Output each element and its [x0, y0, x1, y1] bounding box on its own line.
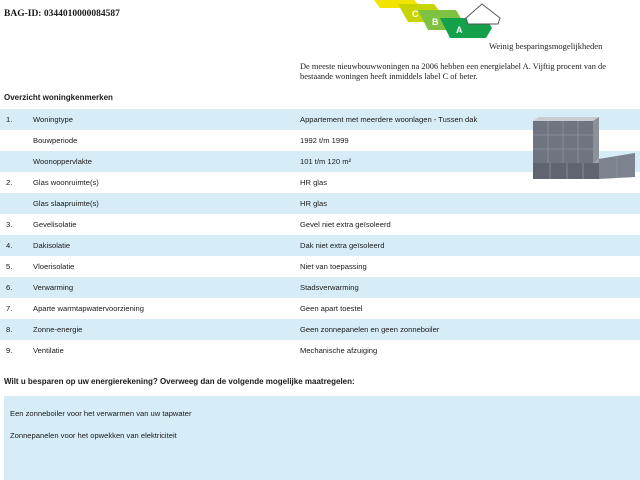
row-value: 101 t/m 120 m² [300, 157, 352, 166]
row-label: Zonne-energie [33, 325, 83, 334]
row-label: Aparte warmtapwatervoorziening [33, 304, 145, 313]
savings-caption: Weinig besparingsmogelijkheden [489, 41, 603, 51]
energy-label-graphic [374, 0, 514, 40]
row-value: HR glas [300, 199, 328, 208]
table-row [0, 277, 640, 298]
table-row [0, 214, 640, 235]
row-number: 5. [6, 262, 13, 271]
row-number: 7. [6, 304, 13, 313]
row-value: Geen zonnepanelen en geen zonneboiler [300, 325, 440, 334]
row-value: Appartement met meerdere woonlagen - Tussen dak [300, 115, 478, 124]
row-label: Gevelisolatie [33, 220, 77, 229]
row-number: 1. [6, 115, 13, 124]
row-value: Geen apart toestel [300, 304, 363, 313]
label-letter-b: B [432, 17, 439, 27]
row-value: Niet van toepassing [300, 262, 367, 271]
row-label: Woonoppervlakte [33, 157, 92, 166]
row-label: Vloerisolatie [33, 262, 75, 271]
house-icon [466, 4, 500, 24]
row-label: Glas slaapruimte(s) [33, 199, 99, 208]
table-row [0, 193, 640, 214]
table-row [0, 256, 640, 277]
intro-text: De meeste nieuwbouwwoningen na 2006 hebben een energielabel A. Vijftig procent van de bestaande woningen heeft inmiddels label C of beter. [300, 62, 606, 81]
row-value: Dak niet extra geïsoleerd [300, 241, 385, 250]
apartment-building-illustration [531, 117, 637, 181]
measure-item: Een zonneboiler voor het verwarmen van uw tapwater [10, 409, 192, 418]
row-label: Dakisolatie [33, 241, 71, 250]
row-number: 6. [6, 283, 13, 292]
row-value: 1992 t/m 1999 [300, 136, 349, 145]
label-letter-c: C [412, 9, 419, 19]
row-label: Verwarming [33, 283, 74, 292]
row-value: Stadsverwarming [300, 283, 359, 292]
row-value: HR glas [300, 178, 328, 187]
measures-box [4, 396, 640, 480]
measure-item: Zonnepanelen voor het opwekken van elektriciteit [10, 431, 177, 440]
table-row [0, 235, 640, 256]
row-number: 3. [6, 220, 13, 229]
measures-question: Wilt u besparen op uw energierekening? Overweeg dan de volgende mogelijke maatregelen: [4, 377, 355, 386]
label-letter-a: A [456, 25, 463, 35]
row-label: Bouwperiode [33, 136, 78, 145]
table-row [0, 319, 640, 340]
row-number: 4. [6, 241, 13, 250]
row-label: Ventilatie [33, 346, 64, 355]
bag-id: BAG-ID: 0344010000084587 [4, 9, 120, 19]
row-number: 9. [6, 346, 13, 355]
row-number: 2. [6, 178, 13, 187]
table-row [0, 340, 640, 361]
row-label: Glas woonruimte(s) [33, 178, 99, 187]
table-row [0, 298, 640, 319]
row-value: Mechanische afzuiging [300, 346, 378, 355]
row-label: Woningtype [33, 115, 73, 124]
section-title: Overzicht woningkenmerken [4, 93, 113, 102]
row-value: Gevel niet extra geïsoleerd [300, 220, 391, 229]
row-number: 8. [6, 325, 13, 334]
